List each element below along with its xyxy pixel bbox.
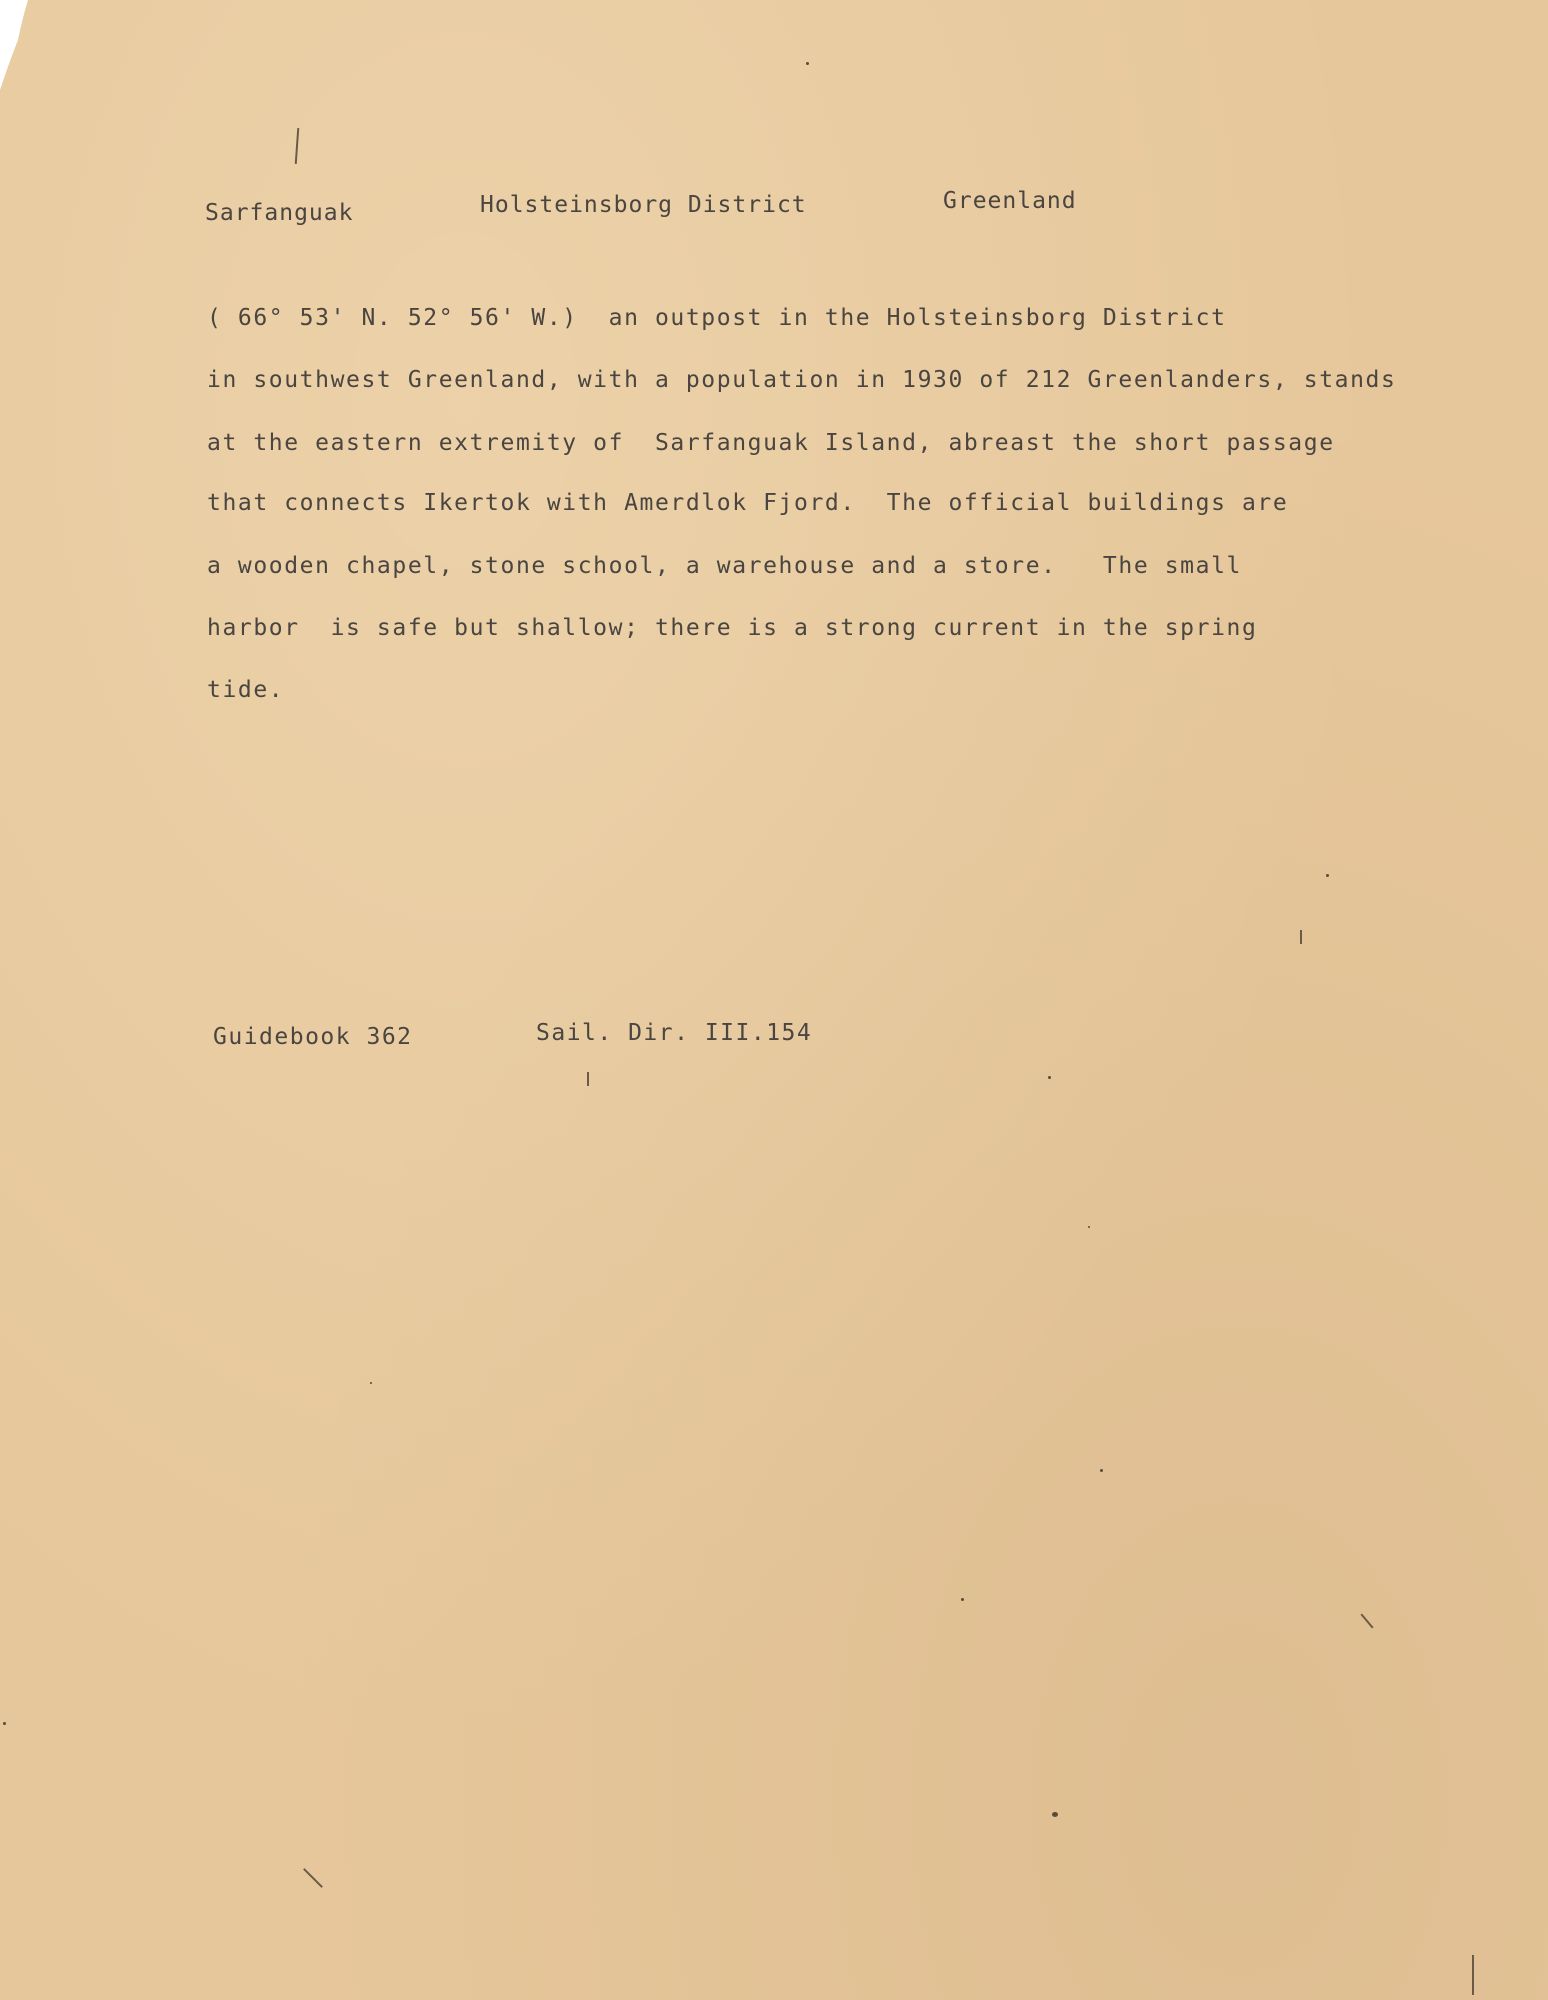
paper-speck bbox=[806, 62, 809, 65]
text-line: tide. bbox=[207, 677, 285, 703]
pencil-mark bbox=[1300, 930, 1302, 944]
torn-corner bbox=[0, 0, 40, 90]
country-name: Greenland bbox=[943, 188, 1077, 214]
pencil-mark bbox=[295, 128, 300, 164]
pencil-mark bbox=[303, 1868, 323, 1888]
paper-speck bbox=[1048, 1076, 1051, 1079]
district-name: Holsteinsborg District bbox=[480, 192, 807, 218]
guidebook-reference: Guidebook 362 bbox=[213, 1024, 413, 1050]
text-line: in southwest Greenland, with a population in 1930 of 212 Greenlanders, stands bbox=[207, 367, 1397, 393]
pencil-mark bbox=[1472, 1955, 1474, 1995]
paper-speck bbox=[3, 1722, 6, 1725]
sailing-directions-reference: Sail. Dir. III.154 bbox=[536, 1020, 813, 1046]
source-references bbox=[0, 1020, 1548, 1060]
place-name: Sarfanguak bbox=[205, 200, 354, 226]
paper-speck bbox=[1052, 1812, 1058, 1817]
card-header bbox=[0, 188, 1548, 232]
pencil-mark bbox=[1360, 1613, 1373, 1628]
paper-speck bbox=[1326, 874, 1329, 877]
text-line: that connects Ikertok with Amerdlok Fjord. The official buildings are bbox=[207, 490, 1289, 516]
text-line: ( 66° 53' N. 52° 56' W.) an outpost in the Holsteinsborg District bbox=[207, 305, 1227, 331]
paper-speck bbox=[961, 1598, 964, 1601]
paper-speck bbox=[1088, 1226, 1090, 1228]
pencil-mark bbox=[587, 1072, 589, 1086]
text-line: harbor is safe but shallow; there is a strong current in the spring bbox=[207, 615, 1258, 641]
paper-speck bbox=[370, 1382, 372, 1384]
paper-speck bbox=[1100, 1469, 1103, 1472]
text-line: at the eastern extremity of Sarfanguak Island, abreast the short passage bbox=[207, 430, 1335, 456]
text-line: a wooden chapel, stone school, a warehouse and a store. The small bbox=[207, 553, 1242, 579]
